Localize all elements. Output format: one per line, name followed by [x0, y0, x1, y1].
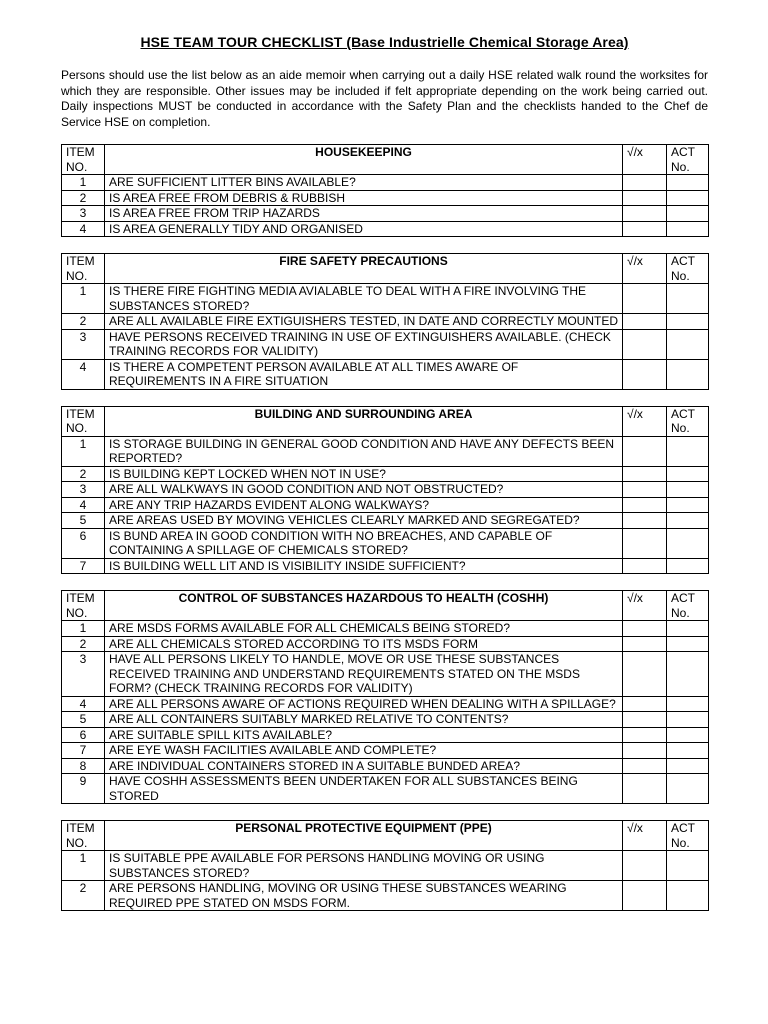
- item-no-header-line2: NO.: [66, 421, 88, 435]
- checklist-question: ARE ALL PERSONS AWARE OF ACTIONS REQUIRED WHEN DEALING WITH A SPILLAGE?: [105, 696, 623, 712]
- item-number: 3: [62, 482, 105, 498]
- item-number: 7: [62, 743, 105, 759]
- item-number: 2: [62, 636, 105, 652]
- checklist-question: ARE SUITABLE SPILL KITS AVAILABLE?: [105, 727, 623, 743]
- tick-header: √/x: [623, 821, 667, 851]
- tick-cell[interactable]: [623, 314, 667, 330]
- checklist-question: HAVE COSHH ASSESSMENTS BEEN UNDERTAKEN FOR ALL SUBSTANCES BEING STORED: [105, 774, 623, 804]
- checklist-question: IS SUITABLE PPE AVAILABLE FOR PERSONS HANDLING MOVING OR USING SUBSTANCES STORED?: [105, 851, 623, 881]
- table-row: [62, 528, 709, 558]
- tick-cell[interactable]: [623, 190, 667, 206]
- table-row: [62, 497, 709, 513]
- tick-cell[interactable]: [623, 284, 667, 314]
- item-number: 7: [62, 558, 105, 574]
- checklist-question: ARE SUFFICIENT LITTER BINS AVAILABLE?: [105, 175, 623, 191]
- table-header-row: [62, 406, 709, 436]
- checklist-question: ARE MSDS FORMS AVAILABLE FOR ALL CHEMICALS BEING STORED?: [105, 621, 623, 637]
- item-no-header-line1: ITEM: [66, 254, 95, 268]
- act-no-cell[interactable]: [667, 881, 709, 911]
- checklist-table: [61, 406, 709, 575]
- item-no-header: [62, 591, 105, 621]
- item-number: 6: [62, 727, 105, 743]
- tick-cell[interactable]: [623, 497, 667, 513]
- act-no-cell[interactable]: [667, 359, 709, 389]
- act-no-cell[interactable]: [667, 314, 709, 330]
- tick-cell[interactable]: [623, 851, 667, 881]
- act-no-cell[interactable]: [667, 206, 709, 222]
- table-row: [62, 621, 709, 637]
- act-no-cell[interactable]: [667, 758, 709, 774]
- item-number: 1: [62, 284, 105, 314]
- item-number: 1: [62, 436, 105, 466]
- tick-cell[interactable]: [623, 359, 667, 389]
- checklist-question: ARE EYE WASH FACILITIES AVAILABLE AND COMPLETE?: [105, 743, 623, 759]
- item-number: 2: [62, 881, 105, 911]
- table-row: [62, 727, 709, 743]
- act-no-cell[interactable]: [667, 497, 709, 513]
- act-no-header: [667, 821, 709, 851]
- act-header-line1: ACT: [671, 406, 695, 421]
- table-row: [62, 774, 709, 804]
- table-row: [62, 636, 709, 652]
- checklist-question: IS AREA FREE FROM DEBRIS & RUBBISH: [105, 190, 623, 206]
- tick-cell[interactable]: [623, 774, 667, 804]
- act-no-cell[interactable]: [667, 712, 709, 728]
- item-number: 4: [62, 497, 105, 513]
- tick-cell[interactable]: [623, 329, 667, 359]
- checklist-table: [61, 590, 709, 804]
- act-no-cell[interactable]: [667, 636, 709, 652]
- act-no-header: [667, 591, 709, 621]
- act-no-cell[interactable]: [667, 696, 709, 712]
- act-header-line2: No.: [671, 605, 690, 620]
- tick-cell[interactable]: [623, 175, 667, 191]
- item-number: 8: [62, 758, 105, 774]
- checklist-question: HAVE ALL PERSONS LIKELY TO HANDLE, MOVE OR USE THESE SUBSTANCES RECEIVED TRAINING AND UNDERSTAND REQUIREMENTS STATED ON THE MSDS FORM? (CHECK TRAINING RECORDS FOR VALIDITY): [105, 652, 623, 697]
- act-no-cell[interactable]: [667, 774, 709, 804]
- checklist-question: IS AREA GENERALLY TIDY AND ORGANISED: [105, 221, 623, 237]
- checklist-question: ARE ANY TRIP HAZARDS EVIDENT ALONG WALKWAYS?: [105, 497, 623, 513]
- act-no-cell[interactable]: [667, 851, 709, 881]
- checklist-question: IS THERE A COMPETENT PERSON AVAILABLE AT ALL TIMES AWARE OF REQUIREMENTS IN A FIRE SITUATION: [105, 359, 623, 389]
- table-row: [62, 221, 709, 237]
- table-row: [62, 743, 709, 759]
- table-row: [62, 758, 709, 774]
- item-no-header-line1: ITEM: [66, 406, 95, 421]
- tick-cell[interactable]: [623, 743, 667, 759]
- tick-cell[interactable]: [623, 482, 667, 498]
- act-no-cell[interactable]: [667, 190, 709, 206]
- table-row: [62, 436, 709, 466]
- section-heading: FIRE SAFETY PRECAUTIONS: [105, 254, 623, 284]
- table-header-row: [62, 254, 709, 284]
- section-heading: BUILDING AND SURROUNDING AREA: [105, 406, 623, 436]
- item-number: 2: [62, 190, 105, 206]
- item-number: 3: [62, 329, 105, 359]
- tick-cell[interactable]: [623, 436, 667, 466]
- act-no-cell[interactable]: [667, 652, 709, 697]
- table-row: [62, 359, 709, 389]
- checklist-question: IS BUILDING KEPT LOCKED WHEN NOT IN USE?: [105, 466, 623, 482]
- act-no-cell[interactable]: [667, 558, 709, 574]
- tick-cell[interactable]: [623, 636, 667, 652]
- act-no-cell[interactable]: [667, 466, 709, 482]
- tick-cell[interactable]: [623, 206, 667, 222]
- table-row: [62, 190, 709, 206]
- act-no-cell[interactable]: [667, 482, 709, 498]
- tick-cell[interactable]: [623, 221, 667, 237]
- item-number: 6: [62, 528, 105, 558]
- checklist-question: IS STORAGE BUILDING IN GENERAL GOOD CONDITION AND HAVE ANY DEFECTS BEEN REPORTED?: [105, 436, 623, 466]
- section-heading: PERSONAL PROTECTIVE EQUIPMENT (PPE): [105, 821, 623, 851]
- checklist-question: IS THERE FIRE FIGHTING MEDIA AVIALABLE TO DEAL WITH A FIRE INVOLVING THE SUBSTANCES STORED?: [105, 284, 623, 314]
- intro-paragraph: Persons should use the list below as an aide memoir when carrying out a daily HSE related walk round the worksites for which they are responsible. Other issues may be included if felt appropriate depending on the work being carried out. Daily inspections MUST be conducted in accordance with the Safety Plan and the checklists handed to the Chef de Service HSE on completion.: [61, 68, 708, 129]
- act-no-cell[interactable]: [667, 743, 709, 759]
- table-row: [62, 513, 709, 529]
- table-row: [62, 284, 709, 314]
- table-row: [62, 466, 709, 482]
- checklist-table: [61, 820, 709, 911]
- act-header-line1: ACT: [671, 254, 695, 268]
- item-no-header: [62, 821, 105, 851]
- act-header-line1: ACT: [671, 145, 695, 159]
- checklist-question: ARE ALL AVAILABLE FIRE EXTIGUISHERS TESTED, IN DATE AND CORRECTLY MOUNTED: [105, 314, 623, 330]
- tick-header: √/x: [623, 254, 667, 284]
- checklist-tables: [61, 144, 708, 911]
- checklist-question: ARE INDIVIDUAL CONTAINERS STORED IN A SUITABLE BUNDED AREA?: [105, 758, 623, 774]
- checklist-question: HAVE PERSONS RECEIVED TRAINING IN USE OF EXTINGUISHERS AVAILABLE. (CHECK TRAINING RECORDS FOR VALIDITY): [105, 329, 623, 359]
- tick-cell[interactable]: [623, 727, 667, 743]
- item-number: 4: [62, 696, 105, 712]
- table-row: [62, 482, 709, 498]
- item-no-header-line1: ITEM: [66, 821, 95, 835]
- item-number: 3: [62, 652, 105, 697]
- tick-cell[interactable]: [623, 758, 667, 774]
- table-row: [62, 206, 709, 222]
- table-row: [62, 558, 709, 574]
- act-no-cell[interactable]: [667, 221, 709, 237]
- item-no-header-line2: NO.: [66, 835, 88, 850]
- table-row: [62, 175, 709, 191]
- table-header-row: [62, 591, 709, 621]
- table-row: [62, 712, 709, 728]
- tick-cell[interactable]: [623, 881, 667, 911]
- act-header-line1: ACT: [671, 591, 695, 605]
- table-row: [62, 851, 709, 881]
- act-no-cell[interactable]: [667, 175, 709, 191]
- item-no-header-line1: ITEM: [66, 145, 95, 159]
- act-header-line1: ACT: [671, 821, 695, 835]
- tick-cell[interactable]: [623, 558, 667, 574]
- item-no-header-line2: NO.: [66, 159, 88, 174]
- tick-header: √/x: [623, 145, 667, 175]
- act-no-cell[interactable]: [667, 513, 709, 529]
- item-number: 3: [62, 206, 105, 222]
- table-header-row: [62, 145, 709, 175]
- item-number: 5: [62, 513, 105, 529]
- act-header-line2: No.: [671, 268, 690, 283]
- item-no-header-line1: ITEM: [66, 591, 95, 605]
- checklist-question: ARE AREAS USED BY MOVING VEHICLES CLEARLY MARKED AND SEGREGATED?: [105, 513, 623, 529]
- tick-header: √/x: [623, 406, 667, 436]
- checklist-question: ARE ALL CONTAINERS SUITABLY MARKED RELATIVE TO CONTENTS?: [105, 712, 623, 728]
- item-no-header: [62, 145, 105, 175]
- tick-cell[interactable]: [623, 466, 667, 482]
- table-row: [62, 314, 709, 330]
- table-header-row: [62, 821, 709, 851]
- item-number: 4: [62, 359, 105, 389]
- checklist-question: ARE PERSONS HANDLING, MOVING OR USING THESE SUBSTANCES WEARING REQUIRED PPE STATED ON MSDS FORM.: [105, 881, 623, 911]
- tick-cell[interactable]: [623, 712, 667, 728]
- checklist-table: [61, 253, 709, 390]
- item-number: 4: [62, 221, 105, 237]
- item-no-header: [62, 406, 105, 436]
- item-number: 9: [62, 774, 105, 804]
- act-no-cell[interactable]: [667, 284, 709, 314]
- item-no-header: [62, 254, 105, 284]
- tick-cell[interactable]: [623, 528, 667, 558]
- act-no-header: [667, 254, 709, 284]
- document-page: [61, 34, 708, 927]
- table-row: [62, 329, 709, 359]
- item-number: 1: [62, 851, 105, 881]
- tick-header: √/x: [623, 591, 667, 621]
- act-no-cell[interactable]: [667, 528, 709, 558]
- checklist-question: IS BUND AREA IN GOOD CONDITION WITH NO BREACHES, AND CAPABLE OF CONTAINING A SPILLAGE OF CHEMICALS STORED?: [105, 528, 623, 558]
- act-no-header: [667, 145, 709, 175]
- act-no-cell[interactable]: [667, 329, 709, 359]
- checklist-question: ARE ALL CHEMICALS STORED ACCORDING TO ITS MSDS FORM: [105, 636, 623, 652]
- item-number: 2: [62, 314, 105, 330]
- act-header-line2: No.: [671, 159, 690, 174]
- act-no-cell[interactable]: [667, 727, 709, 743]
- table-row: [62, 881, 709, 911]
- item-number: 1: [62, 175, 105, 191]
- table-row: [62, 696, 709, 712]
- item-no-header-line2: NO.: [66, 605, 88, 620]
- act-header-line2: No.: [671, 421, 690, 435]
- item-number: 5: [62, 712, 105, 728]
- checklist-question: IS BUILDING WELL LIT AND IS VISIBILITY INSIDE SUFFICIENT?: [105, 558, 623, 574]
- item-number: 2: [62, 466, 105, 482]
- act-no-cell[interactable]: [667, 436, 709, 466]
- section-heading: CONTROL OF SUBSTANCES HAZARDOUS TO HEALTH (COSHH): [105, 591, 623, 621]
- checklist-question: IS AREA FREE FROM TRIP HAZARDS: [105, 206, 623, 222]
- checklist-question: ARE ALL WALKWAYS IN GOOD CONDITION AND NOT OBSTRUCTED?: [105, 482, 623, 498]
- tick-cell[interactable]: [623, 621, 667, 637]
- document-title: HSE TEAM TOUR CHECKLIST (Base Industrielle Chemical Storage Area): [140, 34, 629, 50]
- act-no-header: [667, 406, 709, 436]
- table-row: [62, 652, 709, 697]
- tick-cell[interactable]: [623, 513, 667, 529]
- section-heading: HOUSEKEEPING: [105, 145, 623, 175]
- item-no-header-line2: NO.: [66, 268, 88, 283]
- checklist-table: [61, 144, 709, 237]
- act-header-line2: No.: [671, 835, 690, 850]
- tick-cell[interactable]: [623, 652, 667, 697]
- item-number: 1: [62, 621, 105, 637]
- act-no-cell[interactable]: [667, 621, 709, 637]
- tick-cell[interactable]: [623, 696, 667, 712]
